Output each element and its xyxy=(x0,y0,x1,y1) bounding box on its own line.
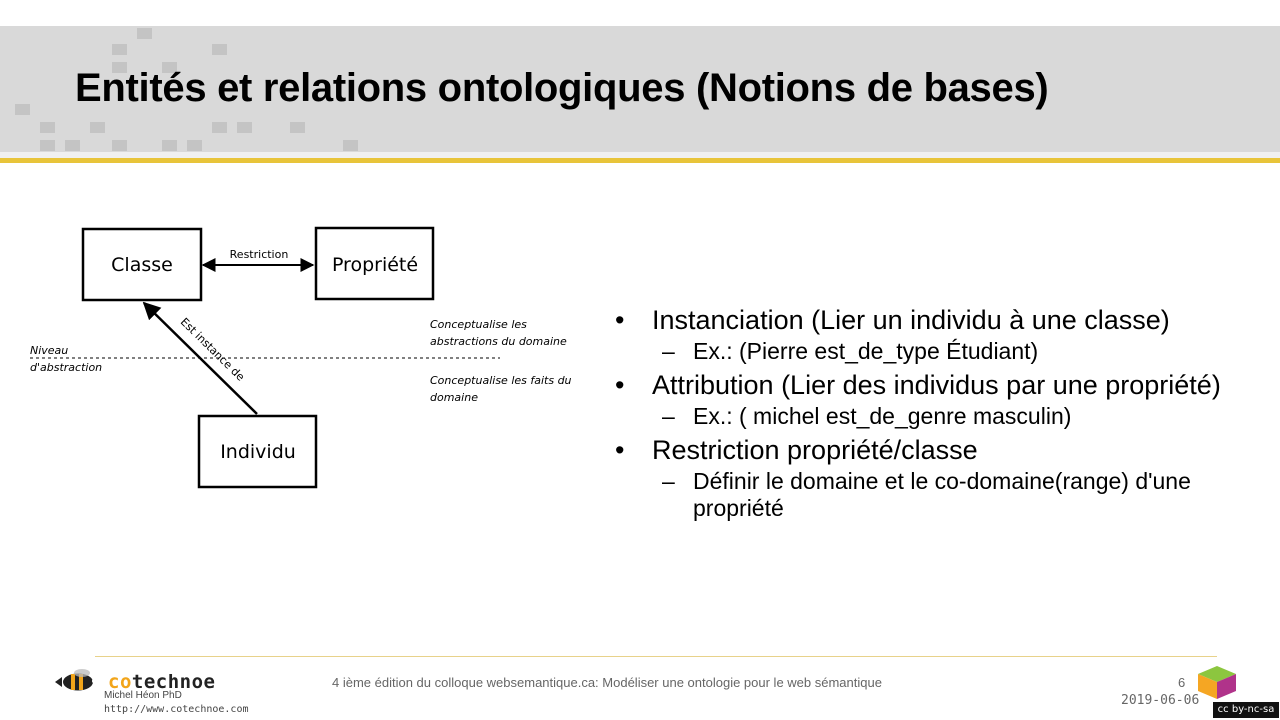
instance-label: Est instance de xyxy=(177,315,248,384)
sub-bullet-item xyxy=(612,403,1252,430)
dash-marker: – xyxy=(662,468,675,494)
decor-square xyxy=(40,140,55,151)
decor-square xyxy=(15,104,30,115)
bullet-item xyxy=(612,434,1252,466)
creative-commons-icon: cc by-nc-sa xyxy=(1213,702,1279,718)
decor-square xyxy=(162,140,177,151)
sub-bullet-item xyxy=(612,338,1252,365)
sub-bullet-text: Définir le domaine et le co-domaine(range) d'une propriété xyxy=(693,468,1191,521)
page-number: 6 xyxy=(1178,675,1186,690)
sub-bullet-text: Ex.: ( michel est_de_genre masculin) xyxy=(693,403,1072,429)
niveau-label-line1: Niveau xyxy=(30,344,69,357)
cube-icon xyxy=(1196,664,1238,700)
logo-rest: technoe xyxy=(131,671,216,693)
decor-square xyxy=(237,122,252,133)
footer-text: 4 ième édition du colloque websemantique.ca: Modéliser une ontologie pour le web sémantique xyxy=(332,675,882,690)
decor-square xyxy=(187,140,202,151)
bullet-text: Restriction propriété/classe xyxy=(652,435,978,465)
footer-separator xyxy=(95,656,1217,657)
dash-marker: – xyxy=(662,403,675,429)
bullet-marker: • xyxy=(615,370,625,400)
decor-square xyxy=(112,140,127,151)
bullet-item xyxy=(612,369,1252,401)
slide-title: Entités et relations ontologiques (Notions de bases) xyxy=(75,66,1049,110)
bullet-text: Attribution (Lier des individus par une propriété) xyxy=(652,370,1221,400)
concept-faits-line2: domaine xyxy=(430,391,478,404)
bee-logo-icon xyxy=(54,668,104,696)
decor-square xyxy=(212,122,227,133)
decor-square xyxy=(212,44,227,55)
decor-square xyxy=(290,122,305,133)
sub-bullet-text: Ex.: (Pierre est_de_type Étudiant) xyxy=(693,338,1039,364)
author-url: http://www.cotechnoe.com xyxy=(104,704,249,715)
decor-square xyxy=(90,122,105,133)
bullet-text: Instanciation (Lier un individu à une classe) xyxy=(652,305,1170,335)
bullet-item xyxy=(612,304,1252,336)
bullet-list xyxy=(612,304,1252,526)
decor-square xyxy=(112,44,127,55)
ontology-diagram xyxy=(0,200,600,500)
decor-square xyxy=(137,28,152,39)
individu-label: Individu xyxy=(220,441,296,463)
niveau-label-line2: d'abstraction xyxy=(30,361,103,374)
logo-co: co xyxy=(108,671,132,693)
decor-square xyxy=(343,140,358,151)
concept-abstractions-line1: Conceptualise les xyxy=(430,318,527,331)
bullet-marker: • xyxy=(615,435,625,465)
restriction-label: Restriction xyxy=(229,248,289,261)
concept-faits-line1: Conceptualise les faits du xyxy=(430,374,572,387)
classe-label: Classe xyxy=(111,254,173,276)
author-name: Michel Héon PhD xyxy=(104,690,182,701)
sub-bullet-item xyxy=(612,468,1252,522)
slide-date: 2019-06-06 xyxy=(1121,693,1200,708)
propriete-label: Propriété xyxy=(331,254,419,276)
decor-square xyxy=(40,122,55,133)
bullet-marker: • xyxy=(615,305,625,335)
decor-square xyxy=(65,140,80,151)
header-separator-gold xyxy=(0,158,1280,163)
dash-marker: – xyxy=(662,338,675,364)
concept-abstractions-line2: abstractions du domaine xyxy=(430,335,567,348)
